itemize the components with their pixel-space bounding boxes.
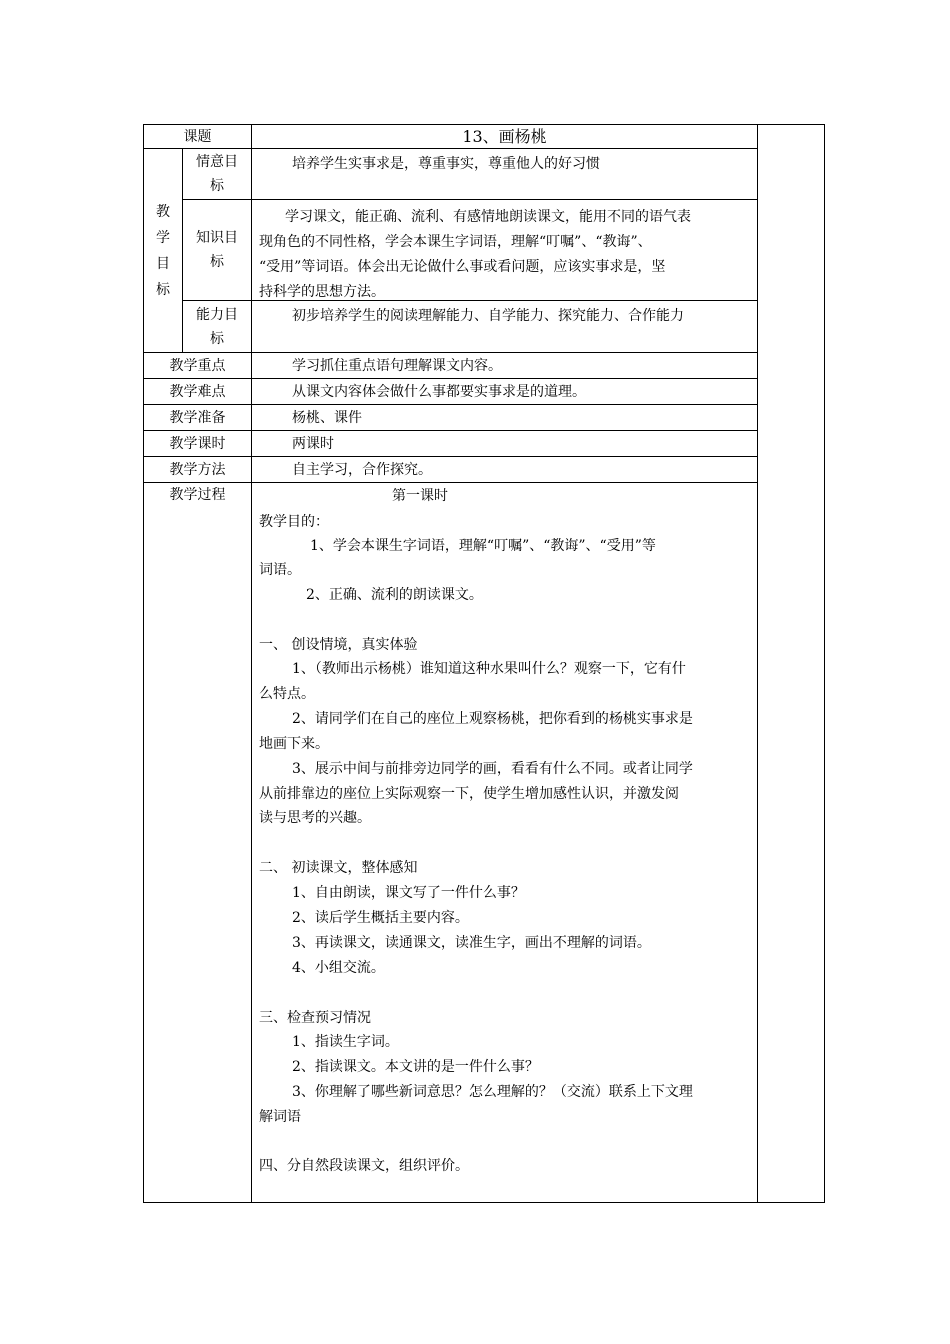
- difficulty-value: 从课文内容体会做什么事都要实事求是的道理。: [292, 384, 586, 400]
- session-title: 第一课时: [392, 488, 448, 504]
- label-line: 知识目: [196, 230, 238, 246]
- knowledge-objective-line: 现角色的不同性格，学会本课生字词语，理解“叮嘱”、“教诲”、: [259, 234, 652, 250]
- process-line: 解词语: [259, 1109, 301, 1125]
- lesson-title: 13、画杨桃: [462, 126, 547, 146]
- process-line: 一、 创设情境，真实体验: [259, 637, 418, 653]
- vline-label-divider: [251, 124, 252, 1203]
- process-label: 教学过程: [169, 487, 226, 503]
- emotion-objective-label: [183, 149, 251, 199]
- knowledge-objective-label: [183, 200, 251, 300]
- process-line: 4、小组交流。: [292, 960, 385, 976]
- process-line: 词语。: [259, 562, 301, 578]
- process-line: 3、展示中间与前排旁边同学的画，看看有什么不同。或者让同学: [292, 761, 693, 777]
- prep-value: 杨桃、课件: [292, 410, 362, 426]
- label-line: 情意目: [196, 154, 238, 170]
- process-line: 教学目的：: [259, 514, 329, 530]
- process-line: 从前排靠边的座位上实际观察一下，使学生增加感性认识，并激发阅: [259, 786, 679, 802]
- process-line: 么特点。: [259, 686, 315, 702]
- process-line: 2、正确、流利的朗读课文。: [306, 587, 483, 603]
- prep-label: 教学准备: [169, 409, 226, 426]
- process-line: 2、读后学生概括主要内容。: [292, 910, 469, 926]
- vline-content-right: [757, 124, 758, 1203]
- process-line: 1、自由朗读，课文写了一件什么事？: [292, 885, 525, 901]
- label-line: 标: [210, 254, 224, 270]
- label-line: 标: [210, 178, 224, 194]
- hline-bottom: [143, 1202, 825, 1203]
- method-value: 自主学习，合作探究。: [292, 462, 432, 478]
- objectives-char: 标: [156, 281, 170, 298]
- knowledge-objective-line: 学习课文，能正确、流利、有感情地朗读课文，能用不同的语气表: [285, 209, 691, 225]
- process-line: 四、分自然段读课文，组织评价。: [259, 1158, 469, 1174]
- ability-objective-label: [183, 301, 251, 352]
- label-line: 能力目: [196, 306, 238, 323]
- process-line: 1、学会本课生字词语，理解“叮嘱”、“教诲”、“受用”等: [310, 538, 656, 554]
- method-label: 教学方法: [169, 461, 226, 478]
- process-line: 3、再读课文，读通课文，读准生字，画出不理解的词语。: [292, 935, 651, 951]
- objectives-group-label: [144, 149, 182, 352]
- focus-label: 教学重点: [169, 357, 226, 374]
- knowledge-objective-line: 持科学的思想方法。: [259, 284, 385, 300]
- process-line: 三、检查预习情况: [259, 1010, 371, 1026]
- hline-after-emotion: [182, 199, 757, 200]
- process-line: 1、指读生字词。: [292, 1034, 399, 1050]
- process-line: 2、指读课文。本文讲的是一件什么事？: [292, 1059, 539, 1075]
- topic-label: 课题: [183, 128, 212, 145]
- focus-value: 学习抓住重点语句理解课文内容。: [292, 358, 502, 374]
- objectives-char: 教: [156, 203, 170, 220]
- objectives-char: 目: [156, 255, 170, 272]
- process-line: 读与思考的兴趣。: [259, 810, 371, 826]
- hours-value: 两课时: [292, 436, 334, 452]
- process-line: 二、 初读课文，整体感知: [259, 860, 418, 876]
- process-line: 3、你理解了哪些新词意思？怎么理解的？（交流）联系上下文理: [292, 1084, 693, 1100]
- hours-label: 教学课时: [169, 435, 226, 452]
- emotion-objective-text: 培养学生实事求是，尊重事实，尊重他人的好习惯: [292, 156, 600, 172]
- ability-objective-text: 初步培养学生的阅读理解能力、自学能力、探究能力、合作能力: [292, 308, 684, 324]
- knowledge-objective-line: “受用”等词语。体会出无论做什么事或看问题，应该实事求是，坚: [259, 259, 666, 275]
- difficulty-label: 教学难点: [169, 383, 226, 400]
- label-line: 标: [210, 330, 224, 347]
- objectives-char: 学: [156, 229, 170, 246]
- process-line: 2、请同学们在自己的座位上观察杨桃，把你看到的杨桃实事求是: [292, 711, 693, 727]
- process-line: 地画下来。: [259, 736, 329, 752]
- vline-right: [824, 124, 825, 1203]
- process-line: 1、（教师出示杨桃）谁知道这种水果叫什么？观察一下，它有什: [292, 661, 686, 677]
